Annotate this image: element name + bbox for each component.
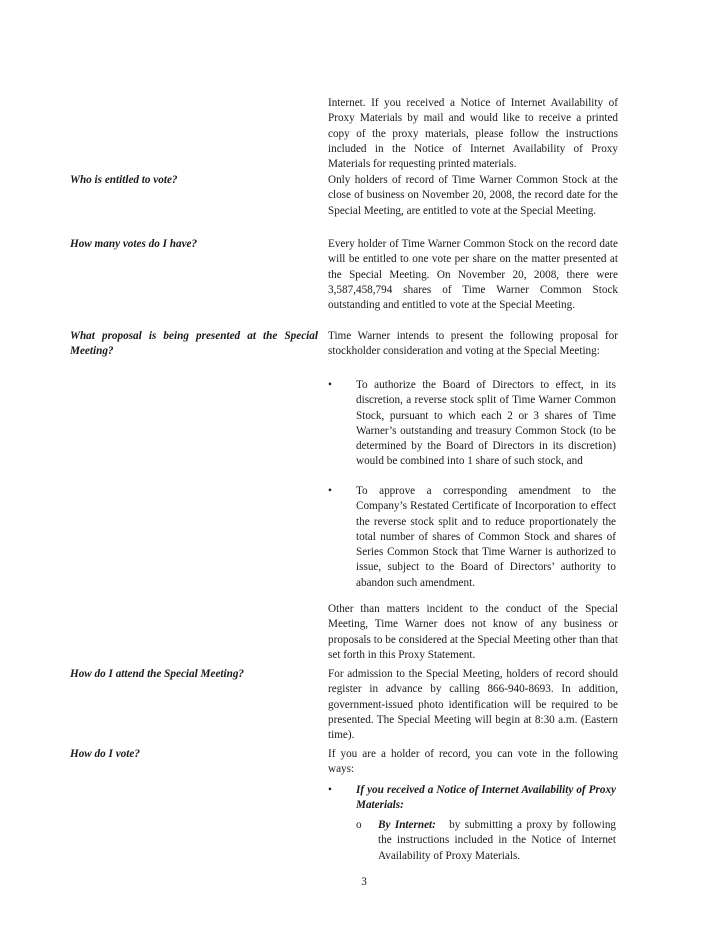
question-how-many-votes: How many votes do I have? [70,238,198,250]
question-how-vote: How do I vote? [70,748,140,760]
vote-sub-item-text [378,818,616,864]
page-number: 3 [361,876,367,888]
answer-who-entitled: Only holders of record of Time Warner Common Stock at the close of business on November 20, 2008, the record date for the Special Meeting, are entitled to vote at the Special Meeting. [328,174,618,217]
bullet-mark: • [328,485,332,497]
by-internet-text: by submitting a proxy by following the instructions included in the Notice of Internet Availability of Proxy Materials. [378,819,617,862]
question-how-attend: How do I attend the Special Meeting? [70,668,245,680]
sub-bullet-mark: o [356,819,362,831]
answer-how-attend: For admission to the Special Meeting, holders of record should register in advance by calling 866-940-8693. In addition, government-issued photo identification will be required to be presented. The Special Meeting will begin at 8:30 a.m. (Eastern time). [328,668,618,742]
bullet-mark: • [328,784,332,796]
answer-how-many-votes: Every holder of Time Warner Common Stock on the record date will be entitled to one vote per share on the matter presented at the Special Meeting. On November 20, 2008, there were 3,587,458,794 shares of Time Warner Common Stock outstanding and entitled to vote at the Special Meeting. [328,238,618,312]
answer-what-proposal: Time Warner intends to present the following proposal for stockholder consideration and voting at the Special Meeting: [328,330,618,358]
bullet-mark: • [328,379,332,391]
by-internet-label: By Internet: [378,819,436,831]
question-who-entitled: Who is entitled to vote? [70,174,178,186]
vote-bullet-1-heading: If you received a Notice of Internet Availability of Proxy Materials: [356,784,616,812]
answer-how-vote: If you are a holder of record, you can vote in the following ways: [328,748,618,776]
intro-continuation: Internet. If you received a Notice of Internet Availability of Proxy Materials by mail and would like to receive a printed copy of the proxy materials, please follow the instructions included in the Notice of Internet Availability of Proxy Materials for requesting printed materials. [328,97,618,171]
proposal-bullet-1-text: To authorize the Board of Directors to effect, in its discretion, a reverse stock split of Time Warner Common Stock, pursuant to which each 2 or 3 shares of Time Warner’s outstanding and treasury Common Stock (to be determined by the Board of Directors in its discretion) would be combined into 1 share of such stock, and [356,379,616,468]
question-what-proposal: What proposal is being presented at the Special Meeting? [70,330,318,358]
proposal-bullet-2-text: To approve a corresponding amendment to the Company’s Restated Certificate of Incorporation to effect the reverse stock split and to reduce proportionately the total number of shares of Common Stock and shares of Series Common Stock that Time Warner is authorized to issue, subject to the Board of Directors’ authority to abandon such amendment. [356,485,616,589]
proposal-closing: Other than matters incident to the conduct of the Special Meeting, Time Warner does not know of any business or proposals to be considered at the Special Meeting other than that set forth in this Proxy Statement. [328,603,618,661]
